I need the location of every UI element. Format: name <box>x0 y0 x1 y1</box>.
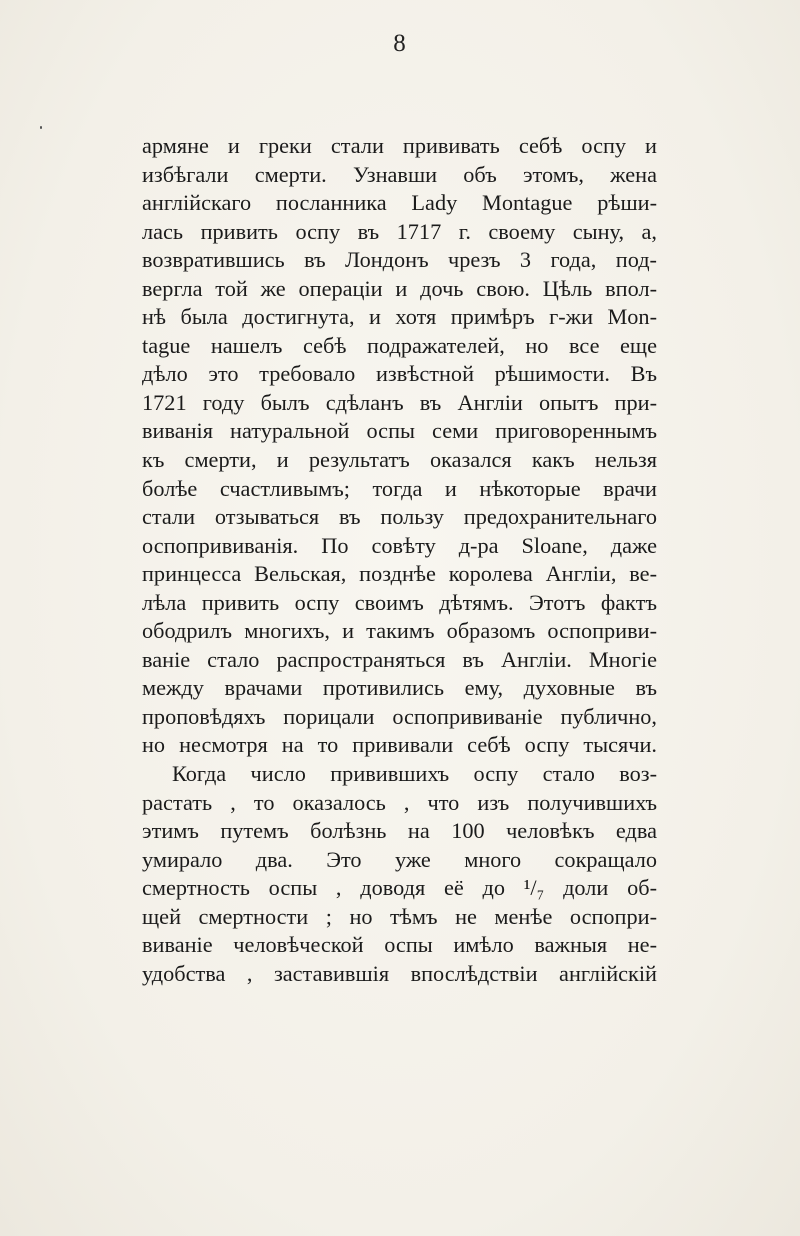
text-line: умирало два. Это уже много сокращало <box>142 846 657 872</box>
text-line: смертность оспы , доводя её до ¹/₇ доли об- <box>142 875 657 901</box>
text-line: дѣло это требовало извѣстной рѣшимости. Въ <box>142 361 657 387</box>
text-line: вергла той же операціи и дочь свою. Цѣль впол- <box>142 275 657 301</box>
text-line: tague нашелъ себѣ подражателей, но все еще <box>142 332 657 358</box>
text-line: между врачами противились ему, духовные въ <box>142 675 657 701</box>
text-line: лѣла привить оспу своимъ дѣтямъ. Этотъ фактъ <box>142 589 657 615</box>
body-text <box>142 132 657 988</box>
text-line: нѣ была достигнута, и хотя примѣръ г-жи Mon- <box>142 304 657 330</box>
text-line: стали отзываться въ пользу предохранительнаго <box>142 504 657 530</box>
text-line: удобства , заставившія впослѣдствіи англійскій <box>142 960 657 986</box>
text-line: виванія натуральной оспы семи приговореннымъ <box>142 418 657 444</box>
text-line: избѣгали смерти. Узнавши объ этомъ, жена <box>142 161 657 187</box>
text-line: Когда число привившихъ оспу стало воз- <box>172 761 657 787</box>
text-line: армяне и греки стали прививать себѣ оспу и <box>142 133 657 158</box>
text-line: растать , то оказалось , что изъ получившихъ <box>142 789 657 815</box>
text-line: проповѣдяхъ порицали оспопрививаніе публично, <box>142 703 657 729</box>
page-number: 8 <box>393 30 407 57</box>
ink-speck <box>40 126 42 129</box>
text-line: 1721 году былъ сдѣланъ въ Англіи опытъ при- <box>142 389 657 415</box>
text-line: лась привить оспу въ 1717 г. своему сыну, а, <box>142 218 657 244</box>
text-line: къ смерти, и результатъ оказался какъ нельзя <box>142 447 657 473</box>
text-line: но несмотря на то прививали себѣ оспу тысячи. <box>142 732 657 758</box>
text-line: ваніе стало распространяться въ Англіи. Многіе <box>142 646 657 672</box>
text-line: виваніе человѣческой оспы имѣло важныя не- <box>142 932 657 958</box>
text-line: болѣе счастливымъ; тогда и нѣкоторые врачи <box>142 475 657 501</box>
text-line: принцесса Вельская, позднѣе королева Англіи, ве- <box>142 561 657 587</box>
text-line: этимъ путемъ болѣзнь на 100 человѣкъ едва <box>142 818 657 844</box>
text-line: оспопрививанія. По совѣту д-ра Sloane, даже <box>142 532 657 558</box>
text-line: англійскаго посланника Lady Montague рѣши- <box>142 190 657 216</box>
text-line: ободрилъ многихъ, и такимъ образомъ оспоприви- <box>142 618 657 644</box>
text-line: возвратившись въ Лондонъ чрезъ 3 года, под- <box>142 247 657 273</box>
text-line: щей смертности ; но тѣмъ не менѣе оспопри- <box>142 903 657 929</box>
